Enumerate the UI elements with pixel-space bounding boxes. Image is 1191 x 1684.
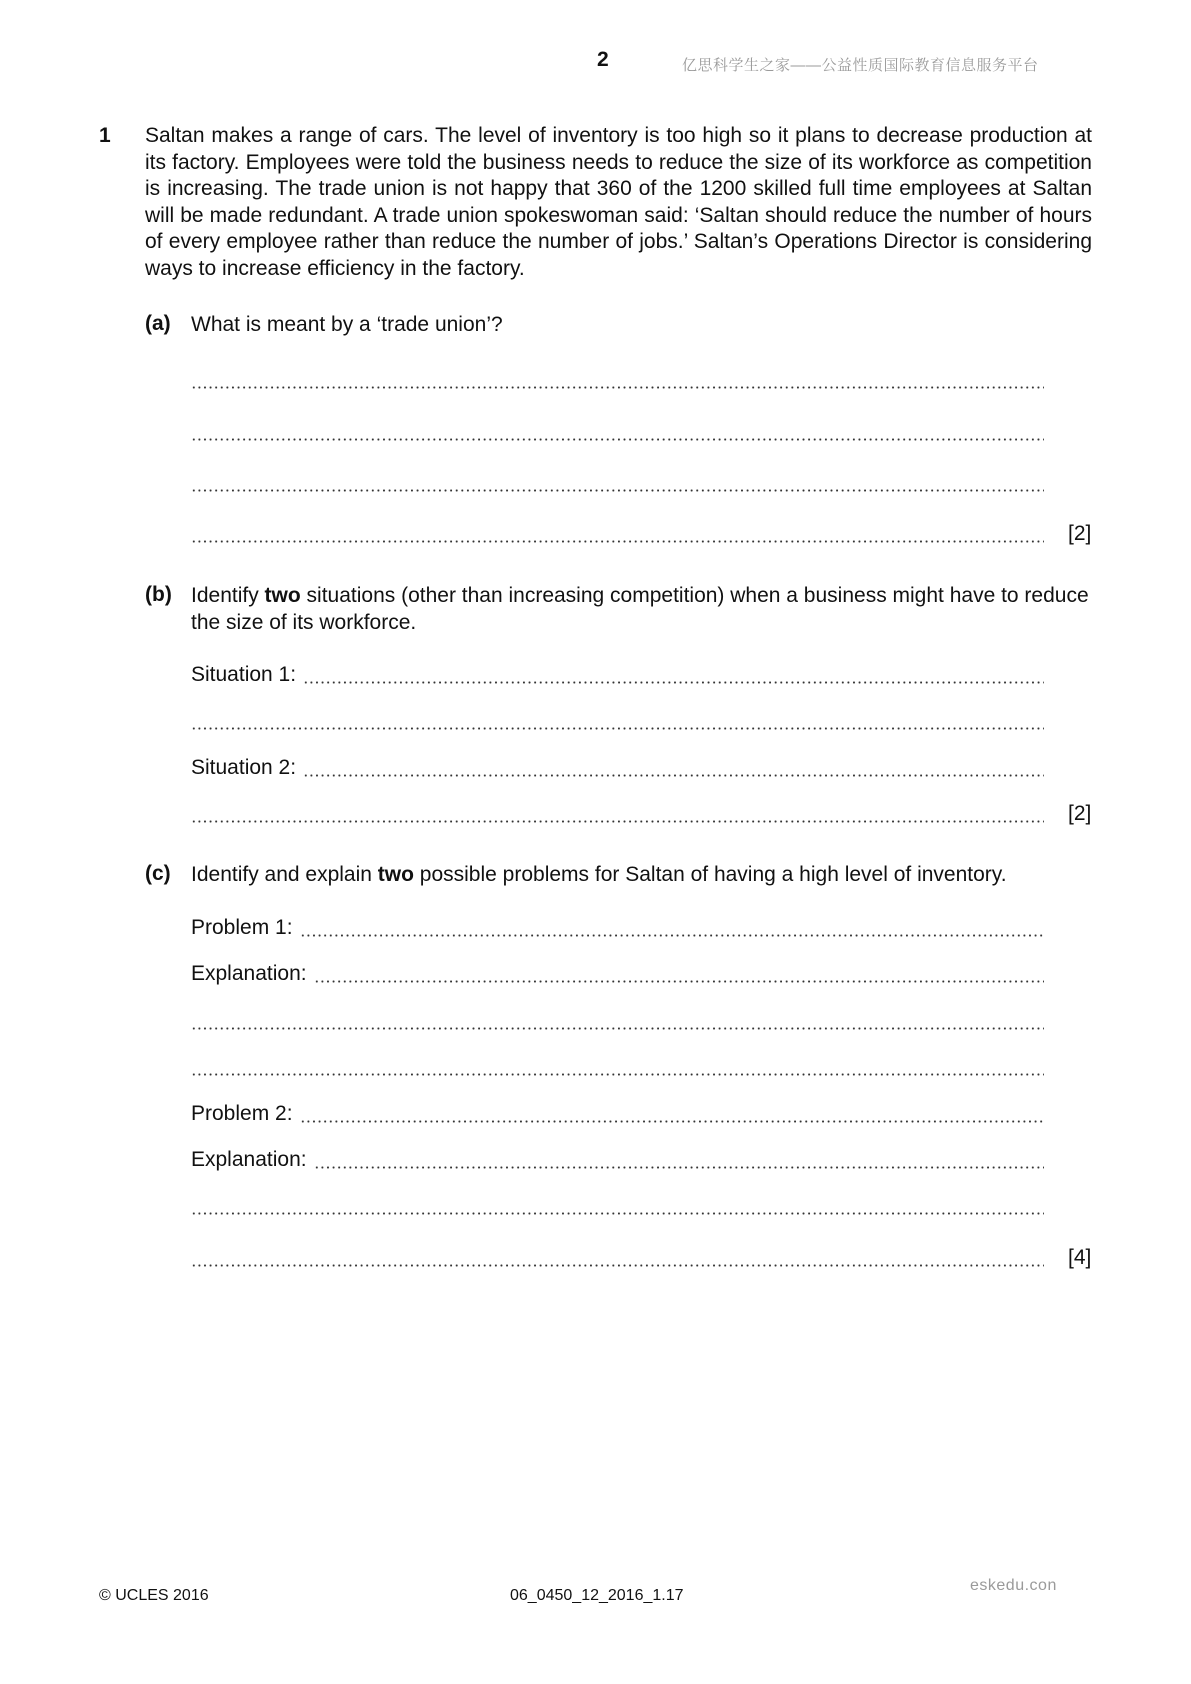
- explanation-2-line-3[interactable]: [191, 1246, 1044, 1272]
- problem-2-line[interactable]: [191, 1102, 1044, 1128]
- part-b-label: (b): [145, 583, 172, 606]
- part-c-label: (c): [145, 862, 171, 885]
- answer-line-a1[interactable]: [191, 368, 1044, 394]
- footer-code: 06_0450_12_2016_1.17: [510, 1587, 684, 1604]
- question-stem: Saltan makes a range of cars. The level of inventory is too high so it plans to decrease production at its factory. Employees were told the business needs to reduce the size of its workforce as competition is increasing. The trade union is not happy that 360 of the 1200 skilled full time employees at Saltan will be made redundant. A trade union spokeswoman said: ‘Saltan should reduce the number of hours of every employee rather than reduce the number of jobs.’ Saltan’s Operations Director is considering ways to increase efficiency in the factory.: [145, 124, 1092, 280]
- page-number: 2: [597, 48, 609, 71]
- situation-2-label: Situation 2:: [191, 756, 297, 779]
- explanation-2-label: Explanation:: [191, 1148, 307, 1171]
- explanation-2-line-2[interactable]: [191, 1194, 1044, 1220]
- situation-1-label: Situation 1:: [191, 663, 297, 686]
- situation-2-line-2[interactable]: [191, 802, 1044, 828]
- problem-1-line[interactable]: [191, 916, 1044, 942]
- question-number: 1: [99, 124, 111, 147]
- part-a-prompt: What is meant by a ‘trade union’?: [191, 313, 503, 336]
- part-c-prompt: Identify and explain two possible problems for Saltan of having a high level of inventory.: [191, 863, 1007, 886]
- header-watermark: 亿思科学生之家——公益性质国际教育信息服务平台: [682, 57, 1039, 74]
- footer-watermark: eskedu.con: [970, 1577, 1057, 1594]
- situation-2-line[interactable]: [191, 756, 1044, 782]
- problem-2-label: Problem 2:: [191, 1102, 293, 1125]
- part-c-marks: [4]: [1068, 1246, 1092, 1269]
- situation-1-line-2[interactable]: [191, 709, 1044, 735]
- problem-1-label: Problem 1:: [191, 916, 293, 939]
- explanation-2-line[interactable]: [191, 1148, 1044, 1174]
- part-b-prompt: Identify two situations (other than increasing competition) when a business might have to reduce the size of its workforce.: [191, 584, 1089, 634]
- explanation-1-line-3[interactable]: [191, 1055, 1044, 1081]
- explanation-1-line[interactable]: [191, 962, 1044, 988]
- part-a-label: (a): [145, 312, 171, 335]
- answer-line-a3[interactable]: [191, 471, 1044, 497]
- explanation-1-line-2[interactable]: [191, 1009, 1044, 1035]
- explanation-1-label: Explanation:: [191, 962, 307, 985]
- situation-1-line[interactable]: [191, 663, 1044, 689]
- answer-line-a2[interactable]: [191, 420, 1044, 446]
- answer-line-a4[interactable]: [191, 522, 1044, 548]
- part-a-marks: [2]: [1068, 522, 1092, 545]
- footer-copyright: © UCLES 2016: [99, 1587, 209, 1604]
- part-b-marks: [2]: [1068, 802, 1092, 825]
